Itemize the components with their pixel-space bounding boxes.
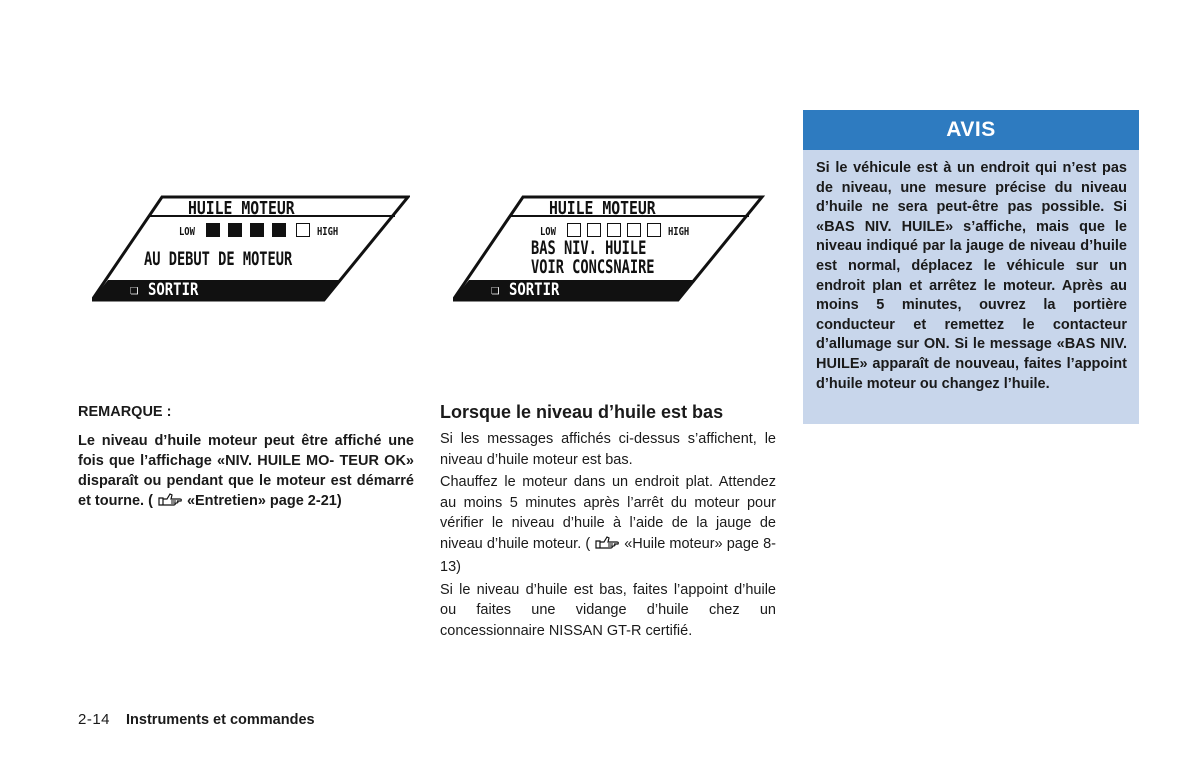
avis-box <box>803 110 1139 424</box>
level-segment <box>250 223 264 237</box>
display-title: HUILE MOTEUR <box>188 198 295 219</box>
display-title: HUILE MOTEUR <box>549 198 656 219</box>
paragraph-2-text: Chauffez le moteur dans un endroit plat. Attendez au moins 5 minutes après l’arrêt du moteur pour vérifier le niveau d’huile à l’aide de la jauge de niveau d’huile moteur. ( <box>440 474 776 552</box>
level-segment <box>296 223 310 237</box>
note-heading: REMARQUE : <box>78 404 172 420</box>
level-segment <box>627 223 641 237</box>
page-number: 2-14 <box>78 711 111 728</box>
paragraph-2-ref-link[interactable]: «Huile moteur» page 8-13) <box>440 535 776 575</box>
exit-label: SORTIR <box>148 280 199 300</box>
oil-display-normal <box>92 194 410 302</box>
oil-display-low <box>453 194 771 302</box>
paragraph-3: Si le niveau d’huile est bas, faites l’appoint d’huile ou faites une vidange d’huile chez un concessionnaire NISSAN GT-R certifié. <box>440 581 776 639</box>
avis-body: Si le véhicule est à un endroit qui n’est pas de niveau, une mesure précise du niveau d’huile ne sera peut-être pas possible. Si «BAS NIV. HUILE» s’affiche, mais que le niveau indiqué par la jauge de niveau d’huile est normal, déplacez le véhicule sur un endroit plan et arrêtez le moteur. Après au moins 5 minutes, ouvrez la portière conducteur et remettez le contacteur d’allumage sur ON. Si le message «BAS NIV. HUILE» apparaît de nouveau, faites l’appoint d’huile moteur ou changez l’huile. <box>816 160 1127 392</box>
section-title: Lorsque le niveau d’huile est bas <box>440 402 724 422</box>
reference-hand-icon <box>157 492 183 514</box>
note-text: Le niveau d’huile moteur peut être affiché une fois que l’affichage «NIV. HUILE MO- TEUR OK» disparaît ou pendant que le moteur est démarré et tourne. <box>78 433 414 509</box>
display-message: AU DEBUT DE MOTEUR <box>144 248 293 270</box>
high-label: HIGH <box>668 225 690 238</box>
level-segment <box>647 223 661 237</box>
paragraph-2 <box>440 472 776 578</box>
exit-icon: ❏ <box>491 282 500 298</box>
display-message-line1: BAS NIV. HUILE <box>531 237 647 259</box>
footer-section-name: Instruments et commandes <box>126 712 315 728</box>
exit-label: SORTIR <box>509 280 560 300</box>
level-segment <box>228 223 242 237</box>
low-label: LOW <box>179 225 195 238</box>
reference-hand-icon <box>594 535 620 558</box>
page-footer <box>78 711 315 728</box>
display-message-line2: VOIR CONCSNAIRE <box>531 256 655 278</box>
avis-heading: AVIS <box>803 110 1139 150</box>
note-ref-open: ( <box>148 493 153 509</box>
note-block <box>78 404 414 514</box>
level-segment <box>272 223 286 237</box>
low-oil-section <box>440 402 776 643</box>
level-segment <box>567 223 581 237</box>
low-label: LOW <box>540 225 556 238</box>
level-segment <box>206 223 220 237</box>
level-segment <box>607 223 621 237</box>
paragraph-1: Si les messages affichés ci-dessus s’affichent, le niveau d’huile moteur est bas. <box>440 431 776 468</box>
note-ref-link[interactable]: «Entretien» page 2-21) <box>186 493 342 509</box>
high-label: HIGH <box>317 225 339 238</box>
level-segment <box>587 223 601 237</box>
exit-icon: ❏ <box>130 282 139 298</box>
note-body <box>78 431 414 514</box>
